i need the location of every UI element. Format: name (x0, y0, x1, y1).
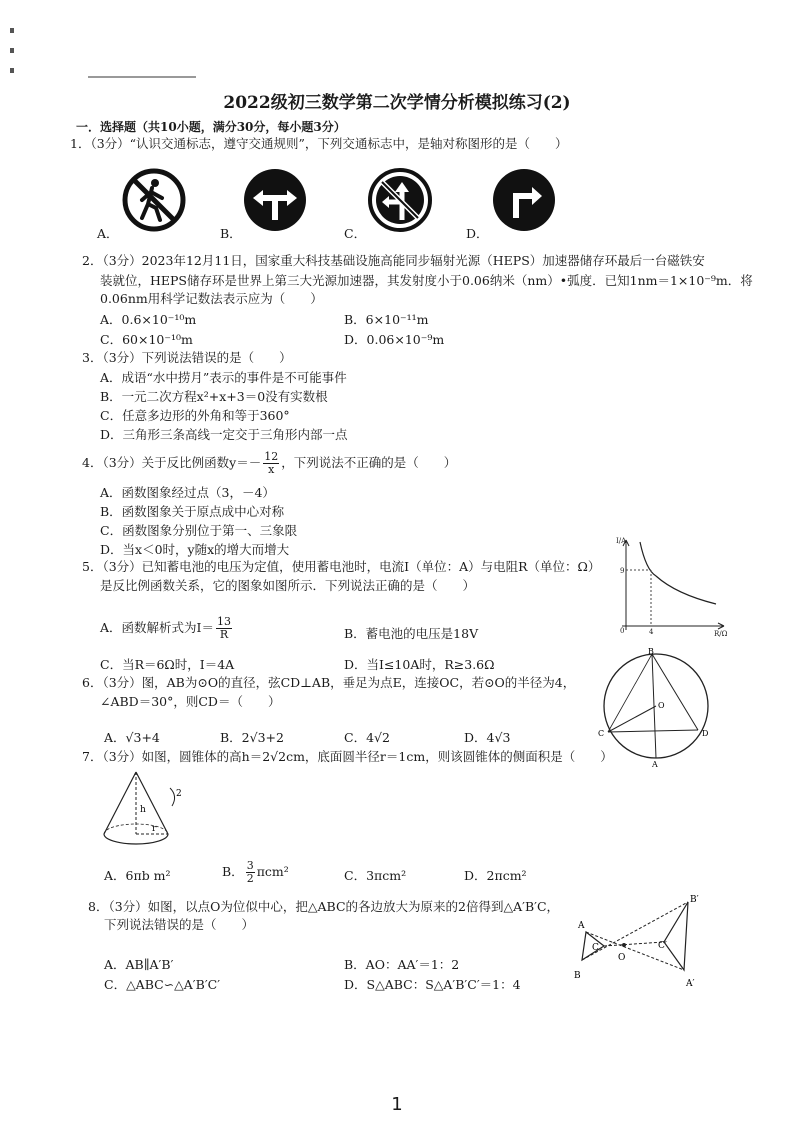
q4-denominator: x (268, 463, 275, 476)
q1-option-d: D． (466, 226, 489, 241)
q7-option-b-fraction (246, 860, 255, 885)
q4-option-c: C．函数图象分别位于第一、三象限 (100, 523, 298, 538)
question-8-line-2: 下列说法错误的是（ ） (104, 917, 255, 932)
q5-xlabel: R/Ω (714, 630, 728, 638)
q3-option-d: D．三角形三条高线一定交于三角形内部一点 (100, 427, 348, 442)
q4-stem-start: 4．（3分）关于反比例函数y＝－ (82, 455, 262, 470)
q6-label-o: O (658, 701, 665, 710)
q5-option-d: D．当I≤10A时，R≥3.6Ω (344, 657, 495, 672)
q8-label-b: B (574, 971, 581, 981)
q1-option-b: B． (220, 226, 242, 241)
page-number: 1 (391, 1094, 403, 1115)
question-2-line-2: 装就位，HEPS储存环是世界上第三大光源加速器，其发射度小于0.06纳米（nm）•弧度．已知1nm＝1×10⁻⁹m．将 (100, 273, 753, 288)
q8-label-a: A (578, 921, 585, 931)
q7-label-h: h (140, 805, 146, 815)
q4-fraction (263, 451, 279, 476)
q2-option-c: C．60×10⁻¹⁰m (100, 332, 193, 347)
q8-label-c: C (592, 943, 599, 953)
question-3-stem: 3．（3分）下列说法错误的是（ ） (82, 350, 292, 365)
q7-option-b-label: B． (222, 864, 244, 879)
q2-option-b: B．6×10⁻¹¹m (344, 312, 429, 327)
q5-origin: 0 (620, 627, 625, 635)
q2-option-d: D．0.06×10⁻⁹m (344, 332, 445, 347)
q6-label-d: D (702, 729, 709, 738)
q8-option-a: A．AB∥A′B′ (104, 957, 174, 972)
q7-option-b (222, 860, 289, 885)
q7-option-a: A．6πb m² (104, 868, 171, 883)
q4-option-b: B．函数图象关于原点成中心对称 (100, 504, 285, 519)
q6-label-c: C (598, 729, 605, 738)
q3-option-c: C．任意多边形的外角和等于360° (100, 408, 290, 423)
q3-option-b: B．一元二次方程x²+x+3＝0没有实数根 (100, 389, 328, 404)
question-2-line-1: 2．（3分）2023年12月11日，国家重大科技基础设施高能同步辐射光源（HEPS）加速器储存环最后一台磁铁安 (82, 253, 705, 268)
q7-cone-base (104, 834, 168, 844)
q4-numerator: 12 (264, 450, 279, 463)
q1-option-c: C． (344, 226, 367, 241)
q4-stem-end: ，下列说法不正确的是（ ） (281, 455, 457, 470)
q5-option-a-fraction (216, 616, 232, 641)
q5-ytick: 9 (620, 567, 625, 575)
q8-option-c: C．△ABC∽△A′B′C′ (104, 977, 221, 992)
q6-option-c: C．4√2 (344, 730, 390, 745)
turn-right-sign-icon (492, 168, 556, 232)
q5-option-b: B．蓄电池的电压是18V (344, 626, 479, 641)
q8-label-c-prime: C′ (658, 941, 667, 951)
q5-option-a-num: 13 (216, 615, 231, 628)
q5-ylabel: I/A (616, 537, 627, 545)
question-8-line-1: 8．（3分）如图，以点O为位似中心，把△ABC的各边放大为原来的2倍得到△A′B′C， (88, 899, 560, 914)
q7-label-l: 2 (176, 789, 182, 799)
question-1-stem: 1．（3分）“认识交通标志，遵守交通规则”，下列交通标志中，是轴对称图形的是（ ） (70, 136, 568, 151)
no-pedestrian-sign-icon (122, 168, 186, 232)
q5-option-a (100, 616, 234, 641)
q4-option-a: A．函数图象经过点（3，－4） (100, 485, 275, 500)
q4-option-d: D．当x＜0时，y随x的增大而增大 (100, 542, 290, 557)
turn-left-right-sign-icon (243, 168, 307, 232)
section-heading: 一．选择题（共10小题，满分30分，每小题3分） (76, 120, 346, 134)
q8-option-d: D．S△ABC：S△A′B′C′＝1：4 (344, 977, 521, 992)
q6-label-b: B (648, 647, 654, 656)
faded-header-line (88, 76, 196, 78)
q8-homothety-figure (572, 888, 712, 992)
q8-label-b-prime: B′ (690, 895, 699, 905)
q5-option-c: C．当R＝6Ω时，I＝4A (100, 657, 235, 672)
question-6-line-1: 6．（3分）图，AB为⊙O的直径，弦CD⊥AB，垂足为点E，连接OC，若⊙O的半径为4， (82, 675, 576, 690)
q7-option-c: C．3πcm² (344, 868, 407, 883)
q3-option-a: A．成语“水中捞月”表示的事件是不可能事件 (100, 370, 347, 385)
q5-option-a-den: R (219, 628, 229, 641)
q5-option-a-text: A．函数解析式为I＝ (100, 620, 214, 635)
question-4-stem (82, 451, 456, 476)
page-title: 2022级初三数学第二次学情分析模拟练习(2) (223, 93, 571, 113)
q8-option-b: B．AO：AA′＝1：2 (344, 957, 460, 972)
q5-graph (612, 534, 728, 638)
q1-option-a: A． (97, 226, 119, 241)
q7-option-b-unit: πcm² (256, 864, 289, 879)
no-straight-left-sign-icon (368, 168, 432, 232)
q6-chord-cd (608, 730, 698, 732)
q6-label-a: A (652, 760, 658, 769)
q2-option-a: A．0.6×10⁻¹⁰m (100, 312, 197, 327)
q6-option-a: A．√3+4 (104, 730, 160, 745)
question-7-stem: 7．（3分）如图，圆锥体的高h＝2√2cm，底面圆半径r＝1cm，则该圆锥体的侧面积是（ ） (82, 749, 613, 764)
question-6-line-2: ∠ABD＝30°，则CD＝（ ） (100, 694, 281, 709)
q8-label-a-prime: A′ (686, 979, 695, 989)
q8-large-triangle (664, 902, 688, 970)
question-5-line-2: 是反比例函数关系，它的图象如图所示．下列说法正确的是（ ） (100, 578, 476, 593)
q7-label-r: r (152, 824, 157, 834)
question-5-line-1: 5．（3分）已知蓄电池的电压为定值，使用蓄电池时，电流I（单位：A）与电阻R（单位：Ω） (82, 559, 601, 574)
q7-option-b-num: 3 (246, 859, 254, 872)
q7-cone-figure (96, 768, 192, 852)
scan-edge-mark (10, 28, 14, 78)
q5-xtick: 4 (649, 628, 654, 636)
question-2-line-3: 0.06nm用科学记数法表示应为（ ） (100, 291, 323, 306)
q7-option-b-den: 2 (246, 872, 254, 885)
q7-option-d: D．2πcm² (464, 868, 527, 883)
q6-option-b: B．2√3+2 (220, 730, 284, 745)
q6-option-d: D．4√3 (464, 730, 511, 745)
q8-label-o: O (618, 953, 626, 963)
